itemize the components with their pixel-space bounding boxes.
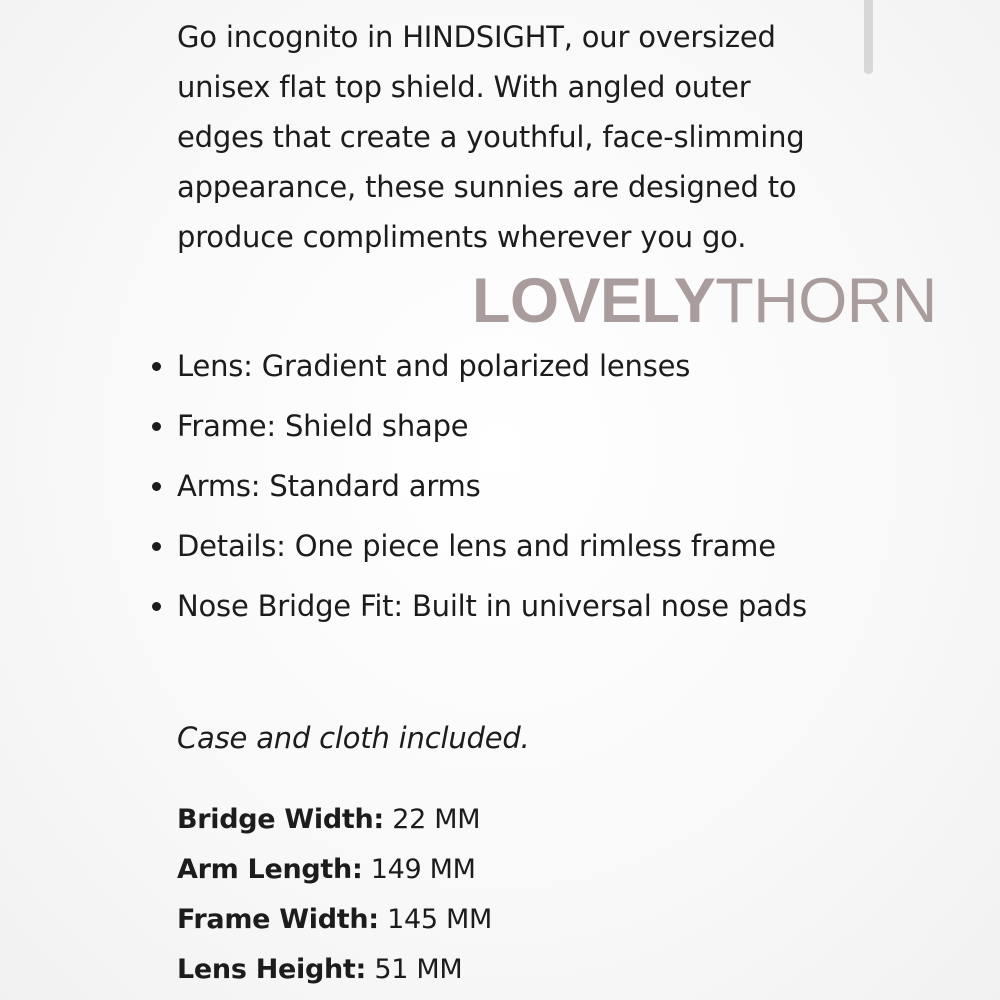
spec-label: Lens Height:	[177, 954, 367, 985]
spec-row-frame-width	[177, 895, 492, 945]
spec-row-bridge-width	[177, 795, 492, 845]
lovelythorn-watermark-logo	[472, 266, 937, 336]
feature-item-nose-bridge: Nose Bridge Fit: Built in universal nose pads	[177, 581, 817, 631]
spec-value: 145 MM	[378, 904, 492, 935]
spec-value: 149 MM	[362, 854, 476, 885]
feature-list	[177, 341, 817, 641]
spec-row-lens-height	[177, 945, 492, 995]
spec-value: 22 MM	[383, 804, 481, 835]
included-note: Case and cloth included.	[177, 721, 530, 755]
feature-item-lens: Lens: Gradient and polarized lenses	[177, 341, 817, 391]
spec-value: 51 MM	[366, 954, 463, 985]
feature-item-arms: Arms: Standard arms	[177, 461, 817, 511]
spec-list	[177, 795, 492, 995]
spec-label: Bridge Width:	[177, 804, 384, 835]
watermark-light-text: THORN	[715, 266, 937, 336]
watermark-bold-text: LOVELY	[472, 266, 716, 336]
spec-row-arm-length	[177, 845, 492, 895]
feature-item-frame: Frame: Shield shape	[177, 401, 817, 451]
spec-label: Arm Length:	[177, 854, 363, 885]
feature-item-details: Details: One piece lens and rimless frame	[177, 521, 817, 571]
product-description: Go incognito in HINDSIGHT, our oversized unisex flat top shield. With angled outer edges that create a youthful, face-slimming appearance, these sunnies are designed to produce compliments wherever you go.	[177, 20, 805, 254]
spec-label: Frame Width:	[177, 904, 379, 935]
scrollbar-thumb[interactable]	[864, 0, 873, 74]
